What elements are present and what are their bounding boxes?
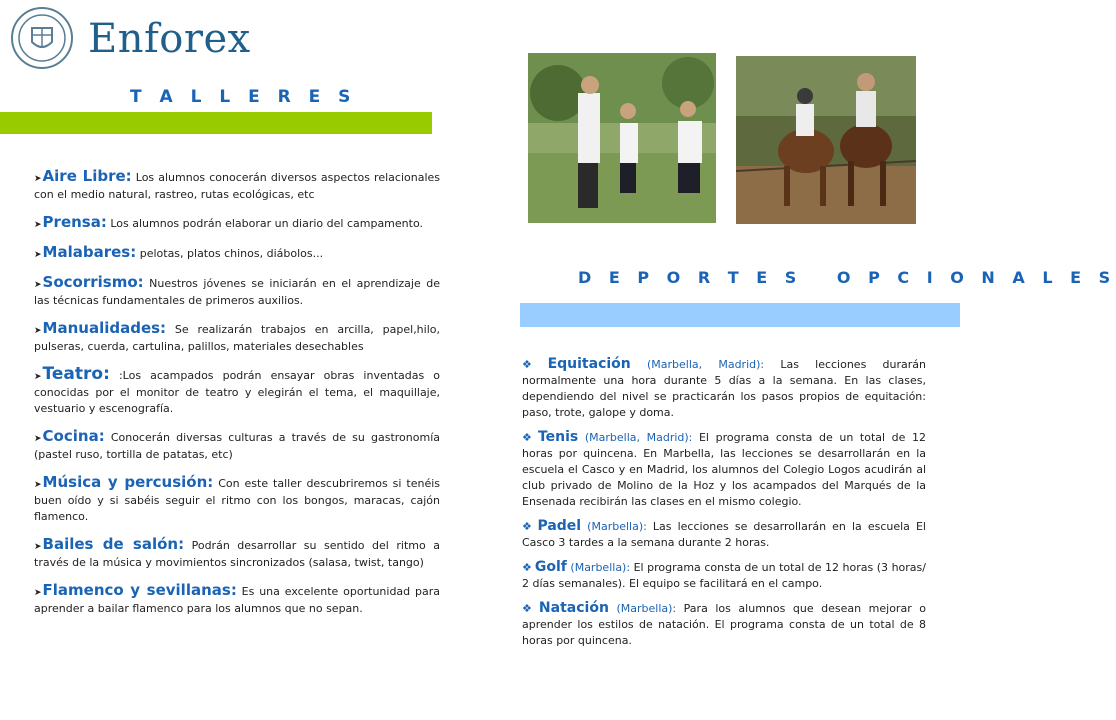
arrow-bullet-icon: ➤ — [34, 588, 42, 598]
horse-riding-photo — [736, 56, 916, 224]
deporte-text: El programa consta de un total de 12 horas (3 horas/ 2 días semanales). El equipo se facilitará en el campo. — [522, 561, 926, 590]
taller-text: Se realizarán trabajos en arcilla, papel,hilo, pulseras, cuerda, cartulina, palillos, materiales desechables — [34, 323, 440, 353]
diamond-bullet-icon: ❖ — [522, 358, 545, 371]
deporte-head: Equitación — [547, 356, 631, 372]
taller-head: Prensa: — [42, 213, 107, 231]
brand-name: Enforex — [88, 16, 251, 62]
taller-item — [34, 274, 440, 309]
arrow-bullet-icon: ➤ — [34, 434, 42, 444]
taller-head: Aire Libre: — [42, 167, 132, 185]
deporte-head: Tenis — [537, 429, 579, 445]
taller-text: Es una excelente oportunidad para aprender a bailar flamenco para los alumnos que no sepan. — [34, 585, 440, 615]
taller-text: pelotas, platos chinos, diábolos... — [136, 247, 324, 260]
arrow-bullet-icon: ➤ — [34, 542, 42, 552]
deporte-head: Golf — [534, 559, 567, 575]
arrow-bullet-icon: ➤ — [34, 174, 42, 184]
taller-text: Los alumnos conocerán diversos aspectos relacionales con el medio natural, rastreo, rutas ecológicas, etc — [34, 171, 440, 201]
taller-text: Con este taller descubriremos si tenéis buen oído y si sabéis seguir el ritmo con los bongos, maracas, cajón flamenco. — [34, 477, 441, 523]
taller-text: Los alumnos podrán elaborar un diario del campamento. — [106, 217, 423, 230]
taller-item — [34, 168, 440, 203]
arrow-bullet-icon: ➤ — [34, 372, 42, 382]
deporte-text: Para los alumnos que desean mejorar o aprender los estilos de natación. El programa consta de un total de 8 horas por quincena. — [522, 602, 926, 647]
talleres-bar — [0, 112, 432, 134]
golf-photo — [528, 53, 716, 223]
deporte-head: Natación — [538, 600, 609, 616]
deporte-location: (Marbella, Madrid): — [578, 431, 693, 444]
deporte-item — [522, 429, 926, 510]
deportes-list — [522, 356, 926, 657]
deporte-text: Las lecciones durarán normalmente una hora durante 5 días a la semana. En las clases, dependiendo del nivel se practicarán los pasos propios de equitación: paso, trote, galope y doma. — [522, 358, 926, 419]
deporte-item — [522, 600, 926, 649]
diamond-bullet-icon: ❖ — [522, 561, 532, 574]
deporte-text: Las lecciones se desarrollarán en la escuela El Casco 3 tardes a la semana durante 2 horas. — [522, 520, 926, 549]
deporte-item — [522, 518, 926, 551]
taller-head: Flamenco y sevillanas: — [42, 581, 237, 599]
arrow-bullet-icon: ➤ — [34, 326, 42, 336]
arrow-bullet-icon: ➤ — [34, 480, 42, 490]
talleres-title: T A L L E R E S — [130, 87, 357, 107]
deporte-item — [522, 356, 926, 421]
taller-text: Nuestros jóvenes se iniciarán en el aprendizaje de las técnicas fundamentales de primeros auxilios. — [34, 277, 440, 307]
taller-head: Música y percusión: — [42, 473, 214, 491]
diamond-bullet-icon: ❖ — [522, 520, 535, 533]
taller-text: Conocerán diversas culturas a través de su gastronomía (pastel ruso, tortilla de patatas, etc) — [34, 431, 440, 461]
deporte-location: (Marbella): — [566, 561, 631, 574]
taller-item — [34, 582, 440, 617]
taller-head: Teatro: — [42, 364, 110, 384]
taller-item — [34, 244, 440, 263]
taller-head: Malabares: — [42, 243, 137, 261]
deporte-location: (Marbella): — [608, 602, 677, 615]
deporte-item — [522, 559, 926, 592]
taller-item — [34, 428, 440, 463]
enforex-logo — [10, 6, 250, 76]
deporte-text: El programa consta de un total de 12 horas por quincena. En Marbella, las lecciones se desarrollarán en la escuela el Casco y en Madrid, los alumnos del Colegio Logos acudirán al club privado de Molino de la Hoz y los acampados del Marqués de la Ensenada recibirán las clases en el mismo colegio. — [522, 431, 926, 508]
crest-logo-icon — [10, 6, 74, 70]
taller-text: :Los acampados podrán ensayar obras inventadas o conocidas por el monitor de teatro y elegirán el tema, el maquillaje, vestuario y escenografía. — [34, 369, 440, 415]
taller-item — [34, 474, 440, 525]
arrow-bullet-icon: ➤ — [34, 220, 42, 230]
deportes-bar — [520, 303, 960, 327]
arrow-bullet-icon: ➤ — [34, 280, 42, 290]
arrow-bullet-icon: ➤ — [34, 250, 42, 260]
taller-item — [34, 214, 440, 233]
taller-item — [34, 320, 440, 355]
taller-head: Socorrismo: — [42, 273, 144, 291]
talleres-list — [34, 168, 440, 628]
taller-head: Manualidades: — [42, 319, 167, 337]
deporte-head: Padel — [537, 518, 582, 534]
deporte-location: (Marbella, Madrid): — [630, 358, 765, 371]
taller-text: Podrán desarrollar su sentido del ritmo a través de la música y movimientos sincronizados (salasa, twist, tango) — [34, 539, 440, 569]
diamond-bullet-icon: ❖ — [522, 431, 535, 444]
taller-head: Cocina: — [42, 427, 105, 445]
diamond-bullet-icon: ❖ — [522, 602, 536, 615]
deporte-location: (Marbella): — [581, 520, 647, 533]
taller-item — [34, 366, 440, 417]
taller-item — [34, 536, 440, 571]
taller-head: Bailes de salón: — [42, 535, 185, 553]
deportes-title: D E P O R T E S O P C I O N A L E S — [578, 268, 1116, 287]
